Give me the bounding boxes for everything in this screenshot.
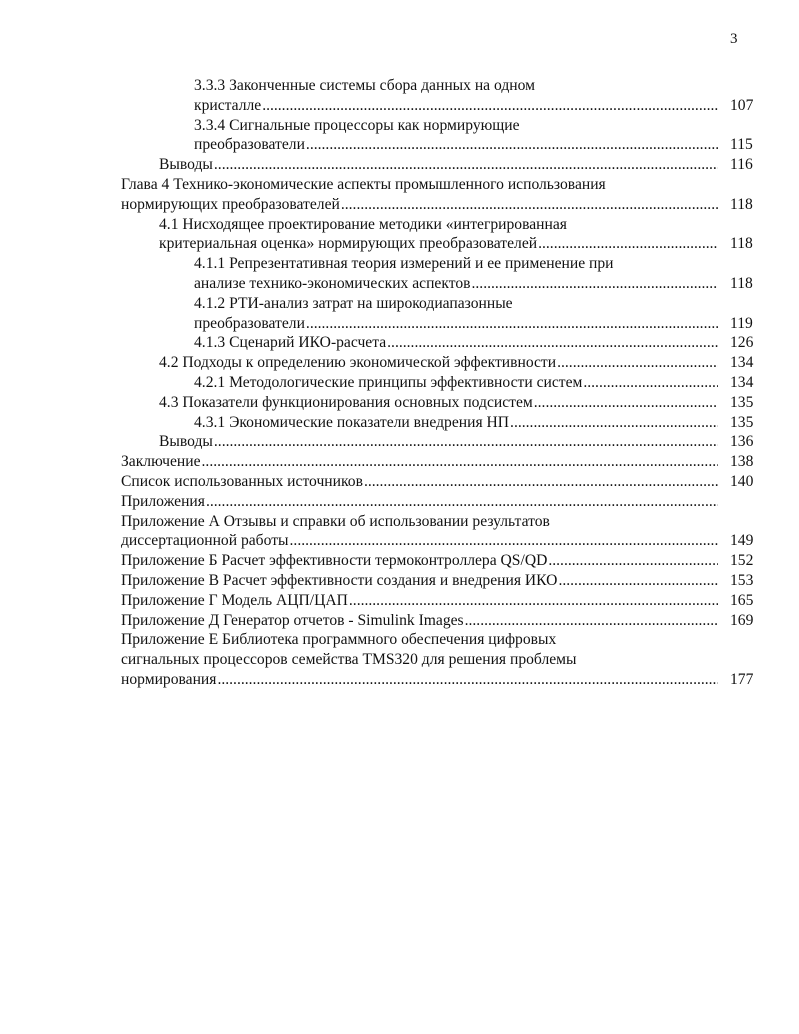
page-number: 3 (730, 31, 738, 47)
toc-entry (0, 432, 799, 452)
toc-entry-text: Выводы (159, 156, 213, 174)
toc-page-number: 153 (730, 571, 754, 589)
toc-line (0, 155, 757, 175)
toc-page-number: 136 (730, 433, 754, 451)
toc-entry-text: анализе технико-экономических аспектов (194, 274, 471, 292)
toc-leader-dots (534, 393, 718, 413)
toc-page-number: 149 (730, 532, 754, 550)
toc-leader-dots (206, 492, 718, 512)
toc-page-number: 119 (730, 314, 753, 332)
toc-leader-dots (306, 314, 718, 334)
toc-entry-text: 3.3.3 Законченные системы сбора данных на одном (194, 77, 535, 94)
toc-line (0, 333, 757, 353)
toc-entry (0, 393, 799, 413)
toc-page-number: 135 (730, 413, 754, 431)
toc-entry (0, 175, 799, 215)
toc-leader-dots (557, 353, 718, 373)
toc-entry-text: Приложение В Расчет эффективности создания и внедрения ИКО (121, 571, 558, 589)
toc-line (0, 531, 757, 551)
toc-leader-dots (387, 333, 718, 353)
toc-leader-dots (548, 551, 718, 571)
toc-entry (0, 116, 799, 156)
toc-line (0, 116, 757, 136)
toc-entry (0, 215, 799, 255)
toc-line (0, 670, 757, 690)
toc-entry-text: критериальная оценка» нормирующих преобразователей (159, 235, 538, 253)
toc-entry-text: диссертационной работы (121, 532, 289, 550)
toc-line (0, 393, 757, 413)
toc-leader-dots (538, 234, 718, 254)
toc-entry-text: преобразователи (194, 314, 305, 332)
toc-page-number: 126 (730, 334, 754, 352)
toc-entry-text: преобразователи (194, 136, 305, 154)
toc-entry-text: Приложение Е Библиотека программного обеспечения цифровых (121, 631, 557, 649)
toc-entry-text: 4.1 Нисходящее проектирование методики «интегрированная (159, 215, 567, 233)
toc-entry-text: Приложение А Отзывы и справки об использовании результатов (121, 512, 550, 530)
toc-entry-text: нормирования (121, 670, 217, 688)
toc-line (0, 432, 757, 452)
toc-entry-text: Приложения (121, 492, 205, 510)
toc-line (0, 294, 757, 314)
toc-line (0, 254, 757, 274)
toc-page-number: 115 (730, 136, 753, 154)
toc-line (0, 274, 757, 294)
toc-entry-text: 4.2.1 Методологические принципы эффективности систем (194, 373, 583, 391)
toc-page-number: 165 (730, 591, 754, 609)
toc-leader-dots (583, 373, 718, 393)
toc-entry-text: Приложение Г Модель АЦП/ЦАП (121, 591, 348, 609)
toc-leader-dots (214, 432, 718, 452)
toc-line (0, 96, 757, 116)
toc-entry-text: кристалле (194, 96, 262, 114)
toc-entry-text: Приложение Д Генератор отчетов - Simulink Images (121, 611, 464, 629)
toc-entry-text: нормирующих преобразователей (121, 195, 340, 213)
toc-page-number: 118 (730, 274, 753, 292)
toc-entry-text: Глава 4 Технико-экономические аспекты промышленного использования (121, 175, 606, 193)
toc-entry (0, 512, 799, 552)
toc-entry-text: 4.1.2 РТИ-анализ затрат на широкодиапазонные (194, 294, 513, 312)
toc-entry-text: 4.1.1 Репрезентативная теория измерений и ее применение при (194, 255, 614, 273)
toc-line (0, 591, 757, 611)
toc-leader-dots (217, 670, 718, 690)
toc-entry (0, 611, 799, 631)
toc-page-number: 140 (730, 472, 754, 490)
toc-entry-text: 4.2 Подходы к определению экономической эффективности (159, 354, 557, 372)
toc-leader-dots (306, 135, 718, 155)
toc-line (0, 234, 757, 254)
toc-line (0, 492, 757, 512)
toc-line (0, 551, 757, 571)
toc-page-number: 134 (730, 354, 754, 372)
toc-line (0, 512, 757, 532)
toc-leader-dots (558, 571, 718, 591)
toc-entry (0, 571, 799, 591)
toc-entry (0, 155, 799, 175)
toc-entry (0, 551, 799, 571)
toc-entry-text: 4.3 Показатели функционирования основных подсистем (159, 393, 533, 411)
toc-entry-text: Приложение Б Расчет эффективности термоконтроллера QS/QD (121, 552, 548, 570)
toc-entry-text: Заключение (121, 453, 201, 471)
toc-line (0, 215, 757, 235)
toc-leader-dots (290, 531, 718, 551)
toc-page-number: 118 (730, 235, 753, 253)
toc-leader-dots (364, 472, 718, 492)
toc-page-number: 177 (730, 670, 754, 688)
toc-page-number: 135 (730, 393, 754, 411)
toc-line (0, 630, 757, 650)
toc-leader-dots (465, 611, 718, 631)
toc-entry (0, 353, 799, 373)
toc-line (0, 135, 757, 155)
toc-line (0, 76, 757, 96)
toc-entry-text: 4.1.3 Сценарий ИКО-расчета (194, 334, 387, 352)
toc-entry (0, 333, 799, 353)
toc-page-number: 116 (730, 156, 753, 174)
toc-line (0, 472, 757, 492)
toc-line (0, 195, 757, 215)
table-of-contents (0, 76, 799, 690)
toc-entry (0, 452, 799, 472)
toc-entry-text: 4.3.1 Экономические показатели внедрения НП (194, 413, 510, 431)
toc-line (0, 452, 757, 472)
toc-entry-text: Список использованных источников (121, 472, 363, 490)
toc-entry (0, 373, 799, 393)
toc-entry (0, 294, 799, 334)
toc-entry (0, 76, 799, 116)
toc-page-number: 138 (730, 453, 754, 471)
toc-line (0, 571, 757, 591)
toc-line (0, 413, 757, 433)
toc-entry (0, 591, 799, 611)
toc-line (0, 175, 757, 195)
toc-leader-dots (510, 413, 718, 433)
toc-entry (0, 492, 799, 512)
toc-entry (0, 472, 799, 492)
toc-line (0, 373, 757, 393)
toc-leader-dots (262, 96, 718, 116)
toc-page-number: 169 (730, 611, 754, 629)
toc-leader-dots (472, 274, 719, 294)
toc-entry (0, 413, 799, 433)
toc-line (0, 314, 757, 334)
toc-entry-text: Выводы (159, 433, 213, 451)
toc-line (0, 611, 757, 631)
toc-line (0, 353, 757, 373)
toc-leader-dots (214, 155, 718, 175)
toc-leader-dots (341, 195, 718, 215)
toc-page-number: 134 (730, 373, 754, 391)
toc-entry (0, 254, 799, 294)
toc-page-number: 118 (730, 195, 753, 213)
toc-entry (0, 630, 799, 689)
toc-entry-text: сигнальных процессоров семейства TMS320 для решения проблемы (121, 651, 577, 669)
toc-entry-text: 3.3.4 Сигнальные процессоры как нормирующие (194, 116, 520, 134)
toc-leader-dots (349, 591, 718, 611)
toc-page-number: 107 (730, 96, 754, 114)
toc-page-number: 152 (730, 552, 754, 570)
toc-leader-dots (202, 452, 718, 472)
toc-line (0, 650, 757, 670)
